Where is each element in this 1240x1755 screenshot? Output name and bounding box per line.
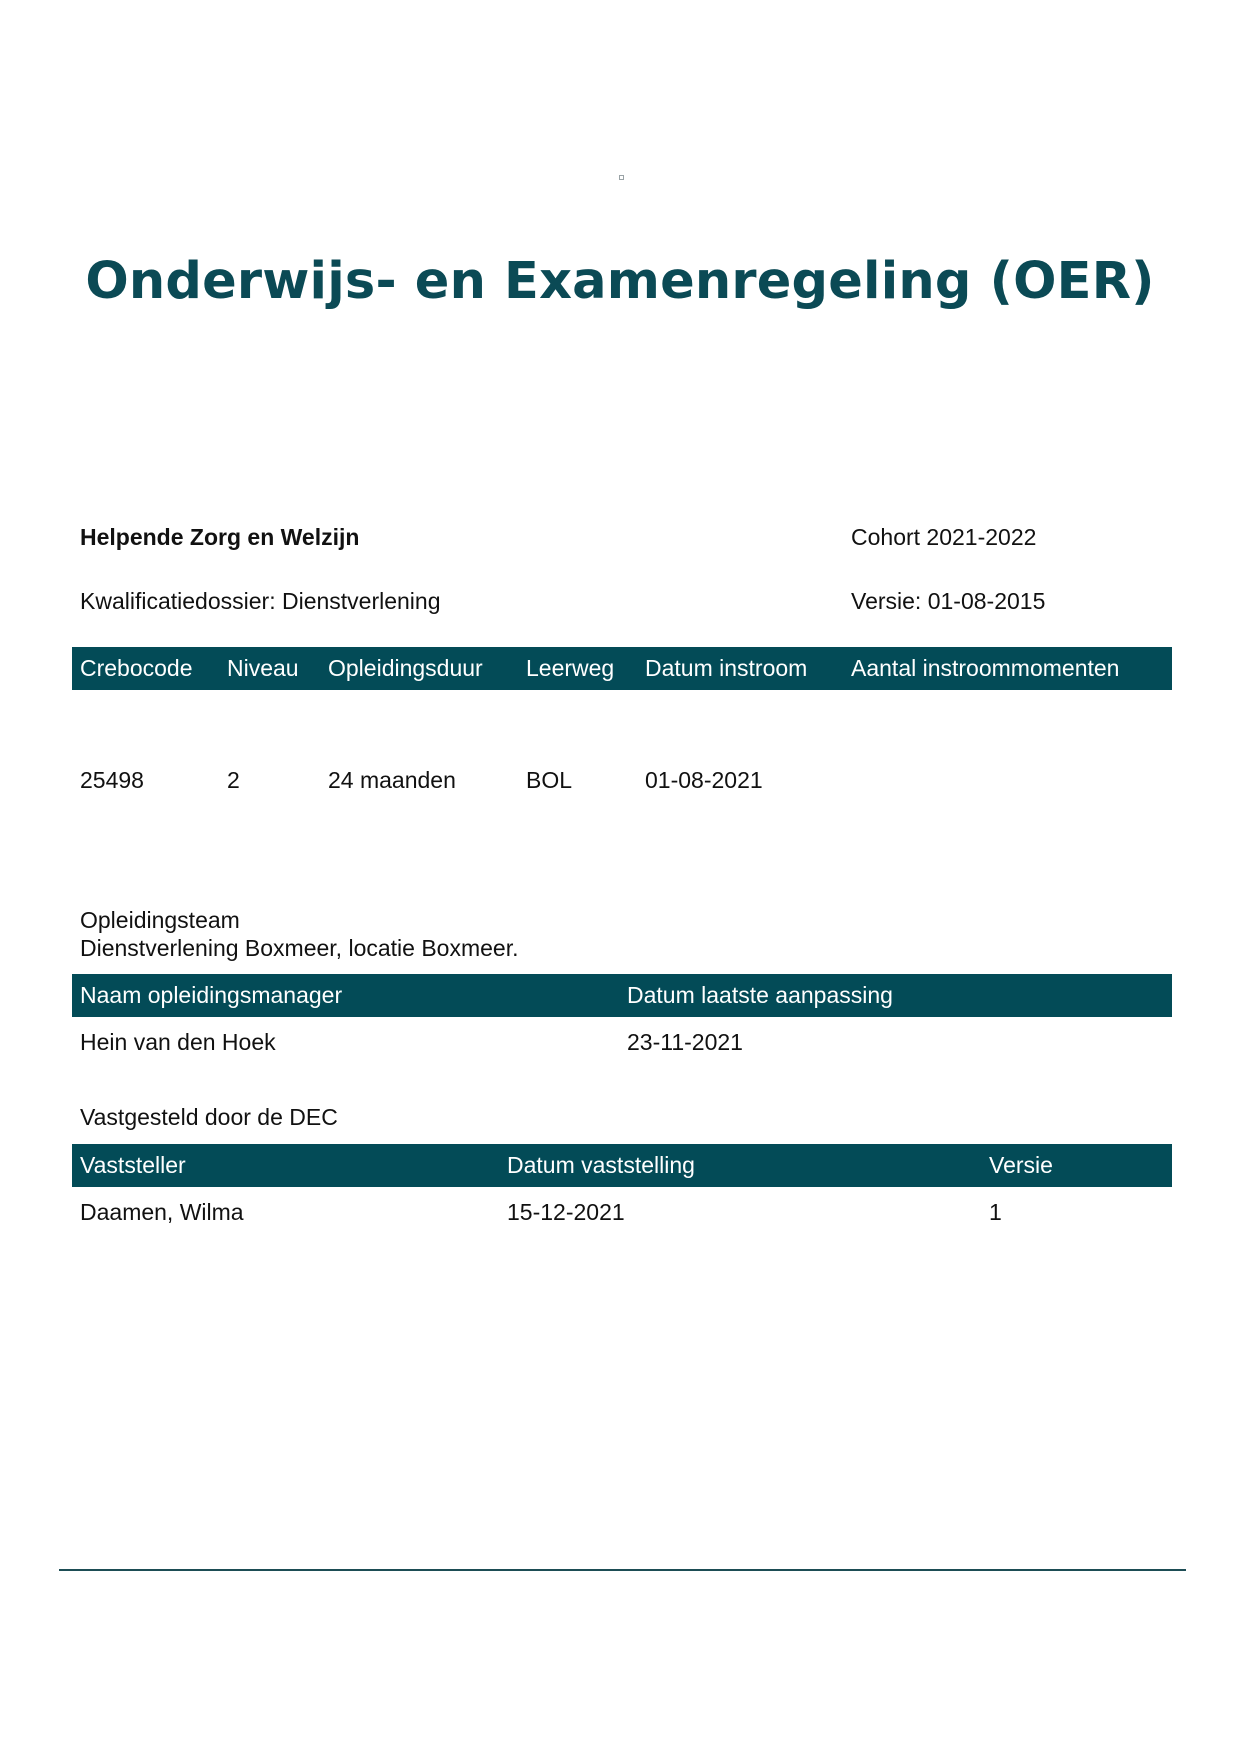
cell-versie: 1 [989, 1199, 1002, 1225]
dec-table-row [72, 1196, 1172, 1228]
qualification-dossier: Kwalificatiedossier: Dienstverlening [80, 588, 441, 614]
team-name: Dienstverlening Boxmeer, locatie Boxmeer. [80, 935, 519, 961]
cohort-label: Cohort 2021-2022 [851, 524, 1037, 550]
program-name: Helpende Zorg en Welzijn [80, 524, 360, 550]
cell-crebocode: 25498 [80, 767, 144, 793]
dec-label: Vastgesteld door de DEC [80, 1104, 338, 1130]
dec-table-header [72, 1144, 1172, 1187]
document-title: Onderwijs- en Examenregeling (OER) [85, 252, 1155, 311]
header-versie: Versie [989, 1152, 1053, 1178]
image-placeholder-icon [619, 175, 624, 180]
program-table-row [72, 764, 1172, 796]
header-datum-laatste-aanpassing: Datum laatste aanpassing [627, 982, 893, 1008]
header-leerweg: Leerweg [526, 655, 615, 681]
manager-table-row [72, 1026, 1172, 1058]
header-opleidingsduur: Opleidingsduur [328, 655, 483, 681]
header-vaststeller: Vaststeller [80, 1152, 186, 1178]
cell-niveau: 2 [227, 767, 240, 793]
manager-table-header [72, 974, 1172, 1017]
header-niveau: Niveau [227, 655, 299, 681]
cell-leerweg: BOL [526, 767, 573, 793]
cell-datum-instroom: 01-08-2021 [645, 767, 763, 793]
header-aantal-instroommomenten: Aantal instroommomenten [851, 655, 1120, 681]
cell-naam-opleidingsmanager: Hein van den Hoek [80, 1029, 276, 1055]
team-label: Opleidingsteam [80, 907, 240, 933]
version-label: Versie: 01-08-2015 [851, 588, 1046, 614]
header-crebocode: Crebocode [80, 655, 193, 681]
cell-datum-vaststelling: 15-12-2021 [507, 1199, 625, 1225]
cell-datum-laatste-aanpassing: 23-11-2021 [627, 1029, 743, 1055]
program-table-header [72, 647, 1172, 690]
header-naam-opleidingsmanager: Naam opleidingsmanager [80, 982, 343, 1008]
header-datum-vaststelling: Datum vaststelling [507, 1152, 695, 1178]
header-datum-instroom: Datum instroom [645, 655, 808, 681]
cell-opleidingsduur: 24 maanden [328, 767, 456, 793]
cell-vaststeller: Daamen, Wilma [80, 1199, 244, 1225]
footer-divider [59, 1569, 1186, 1571]
